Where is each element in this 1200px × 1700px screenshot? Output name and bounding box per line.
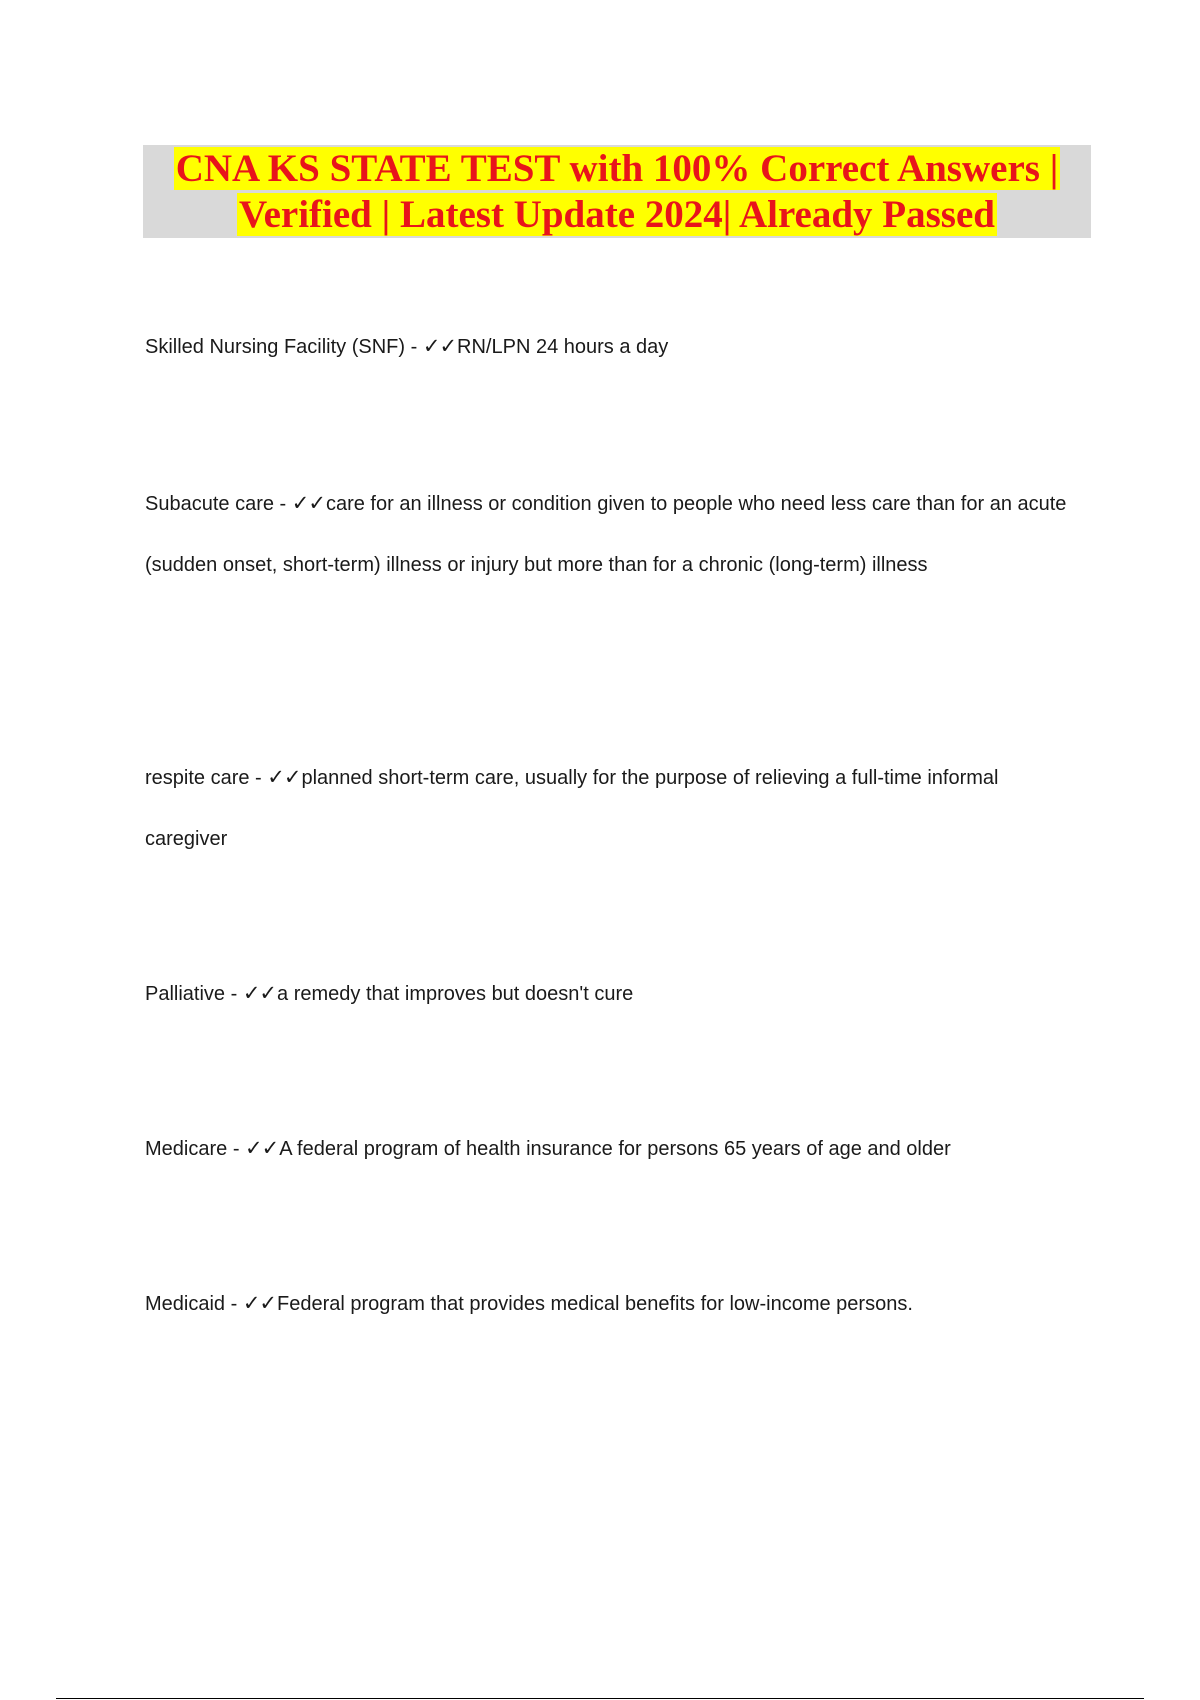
double-check-icon: ✓✓ [267, 765, 301, 789]
entry-definition: planned short-term care, usually for the purpose of relieving a full-time informal caregiver [145, 767, 999, 850]
entry-term: Medicaid [145, 1293, 226, 1315]
entry-separator: - [249, 767, 268, 789]
double-check-icon: ✓✓ [422, 334, 457, 358]
entry-definition: Federal program that provides medical benefits for low-income persons. [277, 1293, 913, 1315]
entry-separator: - [227, 1138, 246, 1160]
title-line-2: Verified | Latest Update 2024| Already Passed [239, 193, 995, 236]
entry-term: respite care [145, 767, 250, 789]
definition-entry-medicaid [145, 1273, 1085, 1335]
entry-definition: RN/LPN 24 hours a day [457, 336, 669, 358]
entry-definition: care for an illness or condition given to people who need less care than for an acute (sudden onset, short-term) illness or injury but more than for a chronic (long-term) illness [145, 493, 1067, 576]
double-check-icon: ✓✓ [242, 1291, 277, 1315]
page-bottom-rule [56, 1698, 1144, 1699]
definition-entry-snf [145, 316, 1085, 378]
definition-entry-medicare [145, 1118, 1085, 1180]
definition-entry-palliative [145, 963, 1085, 1025]
entry-term: Palliative [145, 983, 226, 1005]
entry-separator: - [273, 493, 292, 515]
double-check-icon: ✓✓ [291, 491, 325, 515]
double-check-icon: ✓✓ [242, 981, 277, 1005]
entry-separator: - [405, 336, 423, 358]
entry-term: Skilled Nursing Facility (SNF) [145, 336, 406, 358]
entry-term: Medicare [145, 1138, 228, 1160]
definition-entry-subacute-care [145, 473, 1085, 596]
entry-definition: A federal program of health insurance for persons 65 years of age and older [279, 1138, 951, 1160]
double-check-icon: ✓✓ [245, 1136, 279, 1160]
definition-entry-respite-care [145, 747, 1085, 870]
entry-term: Subacute care [145, 493, 274, 515]
title-line-1: CNA KS STATE TEST with 100% Correct Answers | [175, 147, 1059, 190]
entry-separator: - [225, 983, 243, 1005]
entry-definition: a remedy that improves but doesn't cure [277, 983, 634, 1005]
document-title [143, 145, 1091, 238]
entry-separator: - [225, 1293, 243, 1315]
